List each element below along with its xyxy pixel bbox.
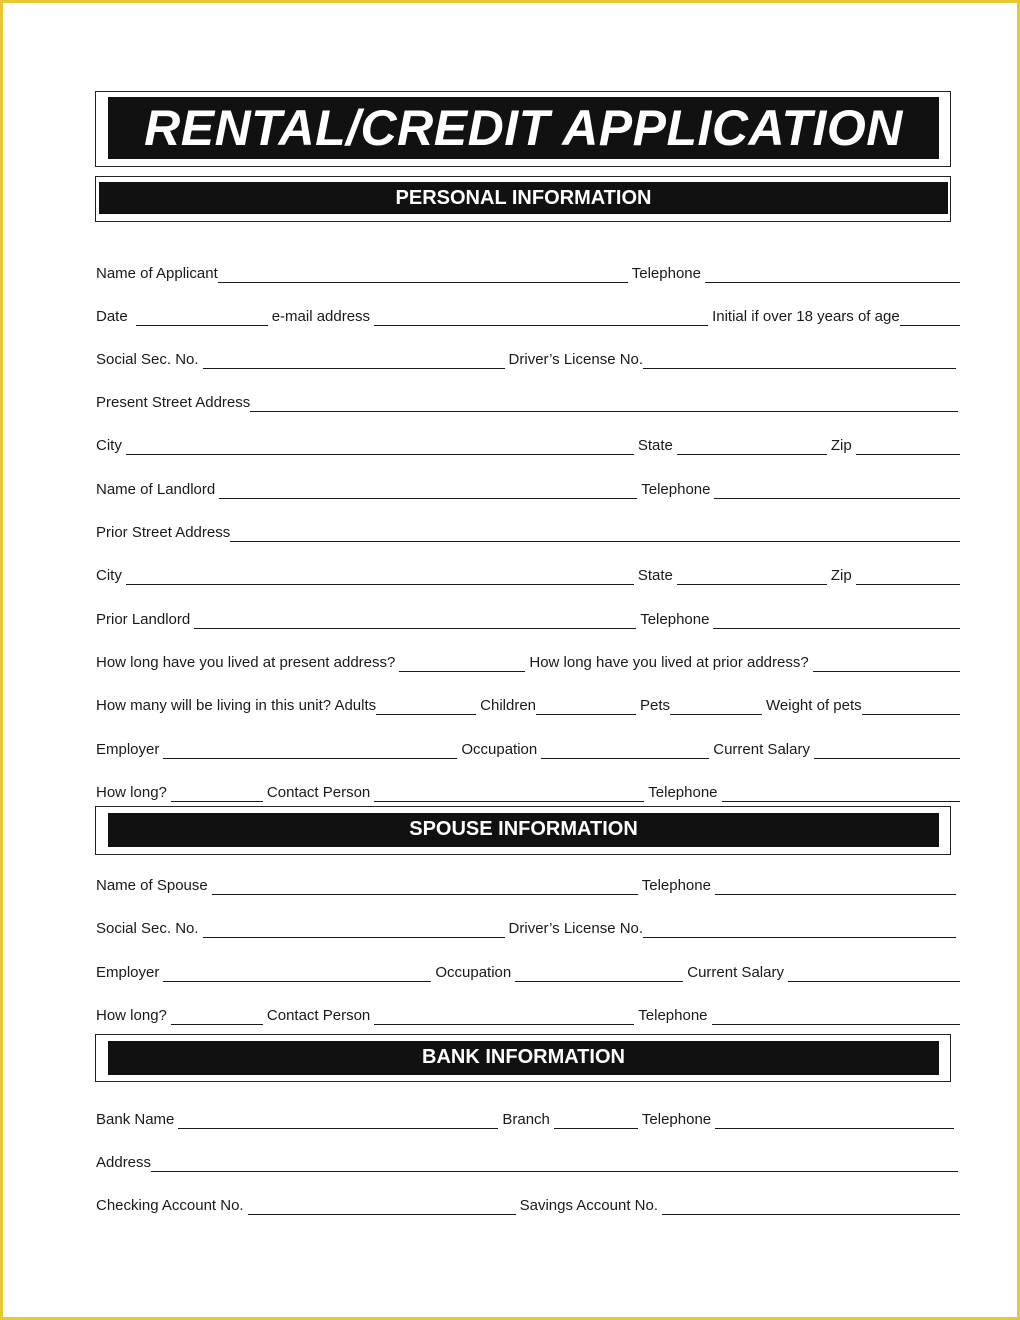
field-landlord-telephone[interactable] bbox=[714, 485, 960, 499]
field-spouse-how-long[interactable] bbox=[171, 1011, 263, 1025]
label-spouse-current-salary: Current Salary bbox=[687, 964, 784, 981]
row-spouse-ssn bbox=[96, 920, 960, 938]
field-zip[interactable] bbox=[856, 441, 960, 455]
label-contact-person: Contact Person bbox=[266, 784, 371, 801]
label-pets: Pets bbox=[640, 697, 671, 714]
field-pets[interactable] bbox=[670, 701, 762, 715]
field-name-of-spouse[interactable] bbox=[212, 881, 638, 895]
label-name-of-landlord: Name of Landlord bbox=[96, 481, 216, 498]
field-name-of-applicant[interactable] bbox=[218, 269, 628, 283]
row-occupants bbox=[96, 697, 960, 715]
row-bank-address bbox=[96, 1154, 960, 1172]
label-savings: Savings Account No. bbox=[519, 1197, 659, 1214]
row-present-city bbox=[96, 437, 960, 455]
label-date: Date bbox=[96, 308, 128, 325]
field-children[interactable] bbox=[536, 701, 636, 715]
label-spouse-occupation: Occupation bbox=[435, 964, 512, 981]
field-spouse-social-sec[interactable] bbox=[203, 924, 505, 938]
field-contact-person[interactable] bbox=[374, 788, 644, 802]
row-prior-city bbox=[96, 567, 960, 585]
field-name-of-landlord[interactable] bbox=[219, 485, 637, 499]
label-drivers-license: Driver’s License No. bbox=[508, 351, 644, 368]
field-prior-state[interactable] bbox=[677, 571, 827, 585]
label-branch: Branch bbox=[502, 1111, 550, 1128]
label-email: e-mail address bbox=[271, 308, 371, 325]
row-ssn-license bbox=[96, 351, 960, 369]
field-spouse-contact-person[interactable] bbox=[374, 1011, 634, 1025]
label-telephone: Telephone bbox=[631, 265, 701, 282]
label-spouse-telephone: Telephone bbox=[641, 877, 711, 894]
bank-section-title: BANK INFORMATION bbox=[108, 1041, 939, 1075]
field-spouse-employer[interactable] bbox=[163, 968, 431, 982]
field-checking[interactable] bbox=[248, 1201, 516, 1215]
label-how-long-present: How long have you lived at present address? bbox=[96, 654, 396, 671]
field-initial-over-18[interactable] bbox=[900, 312, 960, 326]
field-current-salary[interactable] bbox=[814, 745, 960, 759]
label-prior-street: Prior Street Address bbox=[96, 524, 231, 541]
field-bank-address[interactable] bbox=[151, 1158, 958, 1172]
field-how-long-present[interactable] bbox=[399, 658, 525, 672]
label-prior-landlord-telephone: Telephone bbox=[640, 611, 710, 628]
spouse-section-title: SPOUSE INFORMATION bbox=[108, 813, 939, 847]
label-prior-landlord: Prior Landlord bbox=[96, 611, 191, 628]
label-name-of-spouse: Name of Spouse bbox=[96, 877, 208, 894]
label-city: City bbox=[96, 437, 122, 454]
label-state: State bbox=[637, 437, 673, 454]
field-present-street[interactable] bbox=[250, 398, 958, 412]
field-employer[interactable] bbox=[163, 745, 457, 759]
label-present-street: Present Street Address bbox=[96, 394, 251, 411]
form-title: RENTAL/CREDIT APPLICATION bbox=[108, 97, 939, 159]
field-spouse-current-salary[interactable] bbox=[788, 968, 960, 982]
label-spouse-drivers-license: Driver’s License No. bbox=[508, 920, 644, 937]
label-prior-state: State bbox=[637, 567, 673, 584]
label-contact-telephone: Telephone bbox=[648, 784, 718, 801]
label-name-of-applicant: Name of Applicant bbox=[96, 265, 218, 282]
field-spouse-telephone[interactable] bbox=[715, 881, 956, 895]
field-bank-name[interactable] bbox=[178, 1115, 498, 1129]
field-how-long-prior[interactable] bbox=[813, 658, 960, 672]
field-contact-telephone[interactable] bbox=[722, 788, 960, 802]
field-city[interactable] bbox=[126, 441, 634, 455]
field-social-sec[interactable] bbox=[203, 355, 505, 369]
field-prior-street[interactable] bbox=[230, 528, 960, 542]
label-bank-telephone: Telephone bbox=[641, 1111, 712, 1128]
label-bank-address: Address bbox=[96, 1154, 152, 1171]
label-weight-of-pets: Weight of pets bbox=[766, 697, 862, 714]
row-prior-landlord bbox=[96, 611, 960, 629]
row-employer bbox=[96, 741, 960, 759]
label-spouse-social-sec: Social Sec. No. bbox=[96, 920, 199, 937]
label-adults: How many will be living in this unit? Adults bbox=[96, 697, 377, 714]
label-employer: Employer bbox=[96, 741, 160, 758]
label-spouse-employer: Employer bbox=[96, 964, 160, 981]
row-bank-name bbox=[96, 1111, 960, 1129]
label-checking: Checking Account No. bbox=[96, 1197, 244, 1214]
row-accounts bbox=[96, 1197, 960, 1215]
label-how-long-prior: How long have you lived at prior address? bbox=[529, 654, 809, 671]
row-applicant bbox=[96, 265, 960, 283]
field-occupation[interactable] bbox=[541, 745, 709, 759]
label-prior-zip: Zip bbox=[830, 567, 852, 584]
label-initial-over-18: Initial if over 18 years of age bbox=[712, 308, 900, 325]
field-state[interactable] bbox=[677, 441, 827, 455]
personal-section-title: PERSONAL INFORMATION bbox=[99, 182, 948, 214]
field-weight-of-pets[interactable] bbox=[862, 701, 960, 715]
label-prior-city: City bbox=[96, 567, 122, 584]
row-present-street bbox=[96, 394, 960, 412]
row-prior-street bbox=[96, 524, 960, 542]
field-branch[interactable] bbox=[554, 1115, 638, 1129]
label-social-sec: Social Sec. No. bbox=[96, 351, 199, 368]
field-adults[interactable] bbox=[376, 701, 476, 715]
label-how-long: How long? bbox=[96, 784, 167, 801]
row-landlord bbox=[96, 481, 960, 499]
label-spouse-contact-person: Contact Person bbox=[266, 1007, 371, 1024]
label-spouse-how-long: How long? bbox=[96, 1007, 167, 1024]
field-spouse-drivers-license[interactable] bbox=[643, 924, 956, 938]
field-spouse-contact-telephone[interactable] bbox=[712, 1011, 960, 1025]
row-date-email bbox=[96, 308, 960, 326]
field-savings[interactable] bbox=[662, 1201, 960, 1215]
field-prior-landlord[interactable] bbox=[194, 615, 636, 629]
label-current-salary: Current Salary bbox=[713, 741, 810, 758]
field-bank-telephone[interactable] bbox=[715, 1115, 954, 1129]
field-email[interactable] bbox=[374, 312, 708, 326]
field-prior-city[interactable] bbox=[126, 571, 634, 585]
label-landlord-telephone: Telephone bbox=[641, 481, 711, 498]
field-how-long[interactable] bbox=[171, 788, 263, 802]
field-drivers-license[interactable] bbox=[643, 355, 956, 369]
label-spouse-contact-telephone: Telephone bbox=[638, 1007, 708, 1024]
field-prior-landlord-telephone[interactable] bbox=[713, 615, 960, 629]
label-bank-name: Bank Name bbox=[96, 1111, 175, 1128]
field-prior-zip[interactable] bbox=[856, 571, 960, 585]
row-contact bbox=[96, 784, 960, 802]
field-spouse-occupation[interactable] bbox=[515, 968, 683, 982]
label-children: Children bbox=[480, 697, 537, 714]
field-telephone[interactable] bbox=[705, 269, 960, 283]
row-spouse-name bbox=[96, 877, 960, 895]
label-occupation: Occupation bbox=[461, 741, 538, 758]
row-spouse-contact bbox=[96, 1007, 960, 1025]
label-zip: Zip bbox=[830, 437, 852, 454]
field-date[interactable] bbox=[136, 312, 268, 326]
row-spouse-employer bbox=[96, 964, 960, 982]
row-how-long-lived bbox=[96, 654, 960, 672]
